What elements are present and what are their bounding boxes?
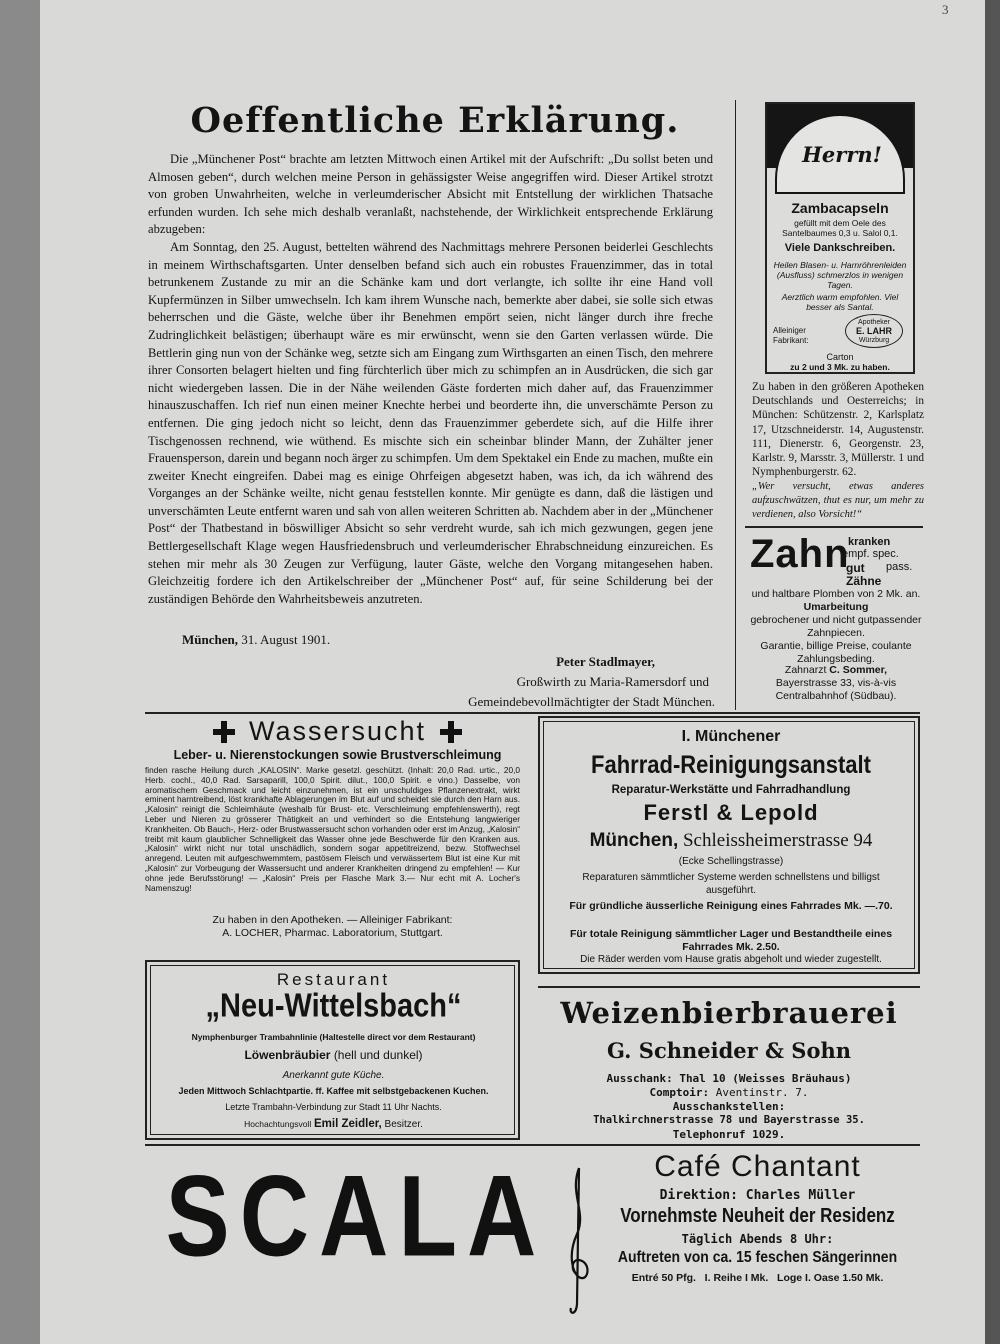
restaurant-sign	[151, 1118, 516, 1130]
fahrrad-title: Fahrrad-Reinigungsanstalt	[591, 750, 871, 779]
scala-daily: Täglich Abends 8 Uhr:	[681, 1232, 834, 1246]
wassersucht-title: Wassersucht	[248, 716, 427, 746]
scala-slogan: Vornehmste Neuheit der Residenz	[620, 1204, 895, 1227]
brauerei-l2	[538, 1086, 920, 1099]
brauerei-top-rule	[538, 986, 920, 988]
zahn-body	[750, 588, 922, 666]
zahn-dentist	[750, 664, 922, 703]
dentist-prefix: Zahnarzt	[784, 664, 827, 676]
zahn-body-bold: Umarbeitung	[803, 601, 869, 613]
fahrrad-p1: Reparaturen sämmtlicher Systeme werden schnellstens und billigst ausgeführt.	[582, 872, 880, 896]
brauerei-l3: Ausschankstellen:	[672, 1100, 786, 1113]
brauerei-l5: Telephonruf 1029.	[672, 1128, 786, 1141]
fahrrad-address	[544, 830, 918, 852]
wassersucht-footer-1: Zu haben in den Apotheken. — Alleiniger Fabrikant:	[212, 914, 453, 926]
seal-name: E. LAHR	[856, 326, 892, 336]
restaurant-beer	[151, 1048, 516, 1062]
seal-top: Apotheker	[858, 319, 890, 326]
treble-clef-icon	[565, 1164, 591, 1324]
beer-rest: (hell und dunkel)	[333, 1048, 423, 1062]
recommend-line: Aerztlich warm empfohlen. Viel besser als Santal.	[781, 292, 899, 312]
fahrrad-sub: Reparatur-Werkstätte und Fahrradhandlung	[611, 784, 851, 796]
availability-text: Zu haben in den größeren Apotheken Deutschlands und Oesterreichs; in München: Schützenstr. 2, Karlsplatz 17, Utzschneiderstr. 14, Augustenstr. 111, Dienerstr. 6, Georgenstr. 23, Karlstr. 9, Marsstr. 3, Müllerstr. 1 und Nymphenburgerstr. 62.	[752, 381, 924, 479]
signer-name: Peter Stadlmayer,	[556, 654, 655, 669]
restaurant-kitchen: Anerkannt gute Küche.	[282, 1070, 385, 1081]
sign-prefix: Hochachtungsvoll	[244, 1119, 312, 1129]
red-cross-icon-right	[440, 721, 462, 743]
dentist-addr-2: Centralbahnhof (Südbau).	[775, 690, 897, 702]
restaurant-ad	[145, 960, 520, 1140]
signer-title-1: Großwirth zu Maria-Ramersdorf und	[516, 674, 709, 689]
scala-top-rule	[145, 1144, 920, 1146]
article-title: Oeffentliche Erklärung.	[190, 100, 680, 141]
article-paragraph-1: Die „Münchener Post“ brachte am letzten Mittwoch einen Artikel mit der Aufschrift: „Du sollst beten und Almosen geben“, durch welchen meine Person in gehässigster Weise angegriffen wird. Dieser Artikel strotzt von groben Unwahrheiten, welche in verleumderischer Absicht mit Entstellung der wirklichen Thatsache erfunden wurden. Ich sehe mich deshalb veranlaßt, nachstehende, der Wirklichkeit entsprechende Erklärung abzugeben:	[148, 152, 713, 237]
article-body	[148, 151, 713, 608]
wassersucht-ad	[145, 716, 530, 944]
beer-name: Löwenbräubier	[244, 1048, 331, 1062]
article-paragraph-2: Am Sonntag, den 25. August, bettelten während des Nachmittags mehrere Personen beiderlei Geschlechts in meinem Wirthschaftsgarten. Unter denselben befand sich auch ein robustes Frauenzimmer, das in total betrunkenem Zustande zu mir an die Schänke kam und dort verlangte, ich sollte ihr eine Hand voll Kupfermünzen in Silber umwechseln. Ich kam ihrem Wunsche nach, bemerkte aber dabei, sie solle sich etwas beherrschen und die Gäste, welche über ihr Benehmen empört seien, nicht länger durch ihre freche Zudringlichkeit belästigen; überhaupt wäre es mir erwünscht, wenn sie den Garten verlassen würde. Die Bettlerin ging nun von der Schänke weg, setzte sich am Eingang zum Wirthsgarten an einen Tisch, den mehrere ihrer Consorten belagert hielten und fing fürchterlich über mich zu schimpfen an in Ausdrücken, die sich gar nicht wiedergeben lassen. Die in der Nähe weilenden Gäste forderten mich daher auf, das Frauenzimmer hinauszuschaffen. Ich rief nun einen meiner Knechte herbei und beorderte ihn, die unverschämte Person zu entfernen. Die ging jedoch nicht so leicht, denn das Frauenzimmer geberdete sich, auf die Hilfe ihrer Tischgenossen rechnend, wie wüthend. Es mischte sich ein scheinbar blinder Mann, der Zuhälter jener Frauensperson, darein und begann noch ärger zu schimpfen. Um dem Spektakel ein Ende zu machen, mußte ein zweiter Knecht eingreifen. Dabei mag es einige Ohrfeigen abgesetzt haben, was ich, da ich während des Vorganges an der Schänke weilte, nicht genau feststellen konnte. Mir genügte es dann, daß die lästigen und unverschämten Leute entfernt waren und sah von allen weiteren Schritten ab. Nachdem aber in der „Münchener Post“ der Thatbestand in böswilliger Absicht so sehr verdreht wurde, sah ich mich gezwungen, gegen jene Bettlergesellschaft Klage wegen Hausfriedensbruch und verleumderischer Ehrabschneidung einzureichen. Es stehen mir mehr als 30 Zeugen zur Verfügung, lauter Gäste, welche den Vorgang mitangesehen haben. Gleichzeitig fordere ich den Artikelschreiber der „Münchener Post“ auf, für seine Schilderung bei der zuständigen Behörde den Wahrheitsbeweis anzutreten.	[148, 239, 713, 606]
sign-name: Emil Zeidler,	[314, 1118, 382, 1130]
carton-label: Carton	[826, 352, 854, 362]
warning-text: „Wer versucht, etwas anderes aufzuschwätzen, thut es nur, um mehr zu verdienen, also Vorsicht!“	[752, 481, 924, 520]
restaurant-name: „Neu-Wittelsbach“	[205, 987, 462, 1025]
apotheker-seal	[845, 314, 903, 348]
column-divider	[735, 100, 736, 710]
sign-suffix: Besitzer.	[384, 1119, 423, 1130]
seal-city: Würzburg	[858, 337, 890, 344]
comptoir-label: Comptoir:	[649, 1086, 710, 1099]
signer-title-2: Gemeindebevollmächtigter der Stadt München.	[468, 694, 715, 709]
wassersucht-footer-2: A. LOCHER, Pharmac. Laboratorium, Stuttgart.	[222, 927, 443, 939]
scan-edge	[985, 0, 1000, 1344]
zahn-gut: gut	[846, 561, 865, 575]
product-name: Zambacapseln	[791, 200, 889, 216]
brauerei-ad	[538, 992, 920, 1142]
zahn-body-3: Garantie, billige Preise, coulante Zahlungsbeding.	[760, 640, 912, 665]
red-cross-icon-left	[213, 721, 235, 743]
dentist-name: C. Sommer,	[829, 664, 888, 676]
cure-line: Heilen Blasen- u. Harnröhrenleiden (Ausfluss) schmerzlos in wenigen Tagen.	[773, 260, 907, 290]
fahrrad-firm: Ferstl & Lepold	[643, 800, 819, 825]
ads-top-rule	[145, 712, 920, 714]
scala-direction: Direktion: Charles Müller	[659, 1188, 856, 1203]
fahrrad-city: München,	[589, 830, 679, 851]
brauerei-l1: Ausschank: Thal 10 (Weisses Bräuhaus)	[606, 1072, 852, 1085]
ad-banner-text: Herrn!	[802, 142, 882, 167]
restaurant-weekly: Jeden Mittwoch Schlachtpartie. ff. Kaffee mit selbstgebackenen Kuchen.	[178, 1086, 489, 1096]
brauerei-l4: Thalkirchnerstrasse 78 und Bayerstrasse 35.	[593, 1114, 865, 1126]
dateline	[182, 632, 330, 648]
maker-label: Alleiniger Fabrikant:	[773, 326, 809, 345]
fahrrad-p3: Für totale Reinigung sämmtlicher Lager und Bestandtheile eines Fahrrades Mk. 2.50.	[569, 928, 893, 953]
scala-logo: SCALA	[165, 1152, 547, 1281]
thanks-line: Viele Dankschreiben.	[784, 242, 896, 254]
zahn-zaehne: Zähne	[846, 574, 882, 588]
wassersucht-footer	[145, 914, 520, 940]
dateline-date: 31. August 1901.	[241, 632, 331, 647]
fahrrad-p2: Für gründliche äusserliche Reinigung eines Fahrrades Mk. —.70.	[569, 900, 893, 912]
zahn-body-2: gebrochener und nicht gutpassender Zahnpiecen.	[750, 614, 922, 639]
fahrrad-ad	[538, 716, 920, 974]
carton-price: zu 2 und 3 Mk. zu haben.	[790, 362, 890, 372]
wassersucht-body: finden rasche Heilung durch „KALOSIN“. Marke gesetzl. geschützt. (Inhalt: 20,0 Rad. urtic., 20,0 Herb. cochl., 40,0 Rad. Sarsaparill, 100,0 Spirit. dilut., 100,0 Spirit. e vino.) Dasselbe, von aromatischem Geschmack und leicht einzunehmen, ist ein unschuldiges Pflanzenextrakt, wirkt eminent harntreibend, löst krankhafte Ablagerungen im Blut auf und scheidet sie durch den Harn aus. „Kalosin“ reinigt die Schleimhäute (weshalb für Brust- etc. Verschleimung empfehlenswerth), regt Leber und Nieren zu grösserer Thätigkeit an und verhindert so die Entstehung langwieriger Krankheiten. Ob Bauch-, Herz- oder Brustwassersucht schon vorhanden oder erst im Anzug, „Kalosin“ treibt mit kaum glaublicher Schnelligkeit das Wasser ohne jede Beschwerde für den Kranken aus. „Kalosin“ wirkt nicht nur total unschädlich, sondern sogar appetitreizend, bezw. Stoffwechsel anregend. Leuten mit aufgeschwemmtem, pastösem Fleisch und verwässertem Blut ist eine Kur mit „Kalosin“ zur Vorbeugung der Wassersucht und anderer Krankheiten dringend zu empfehlen! — Kur ohne jede Berufsstörung! — „Kalosin“ Preis per Flasche Mark 3.— Nur echt mit A. Locher's Namenszug!	[145, 765, 520, 893]
wassersucht-title-row	[145, 716, 530, 747]
restaurant-lasttram: Letzte Trambahn-Verbindung zur Stadt 11 Uhr Nachts.	[225, 1102, 442, 1112]
zahn-top-rule	[745, 526, 923, 528]
fahrrad-p4: Die Räder werden vom Hause gratis abgeholt und wieder zugestellt.	[580, 954, 882, 965]
fahrrad-corner: (Ecke Schellingstrasse)	[678, 856, 784, 867]
zahn-empf: empf. spec.	[842, 548, 899, 560]
zahn-big: Zahn	[750, 532, 850, 576]
restaurant-top: Restaurant	[276, 970, 391, 989]
dentist-addr-1: Bayerstrasse 33, vis-à-vis	[775, 677, 897, 689]
brauerei-title: Weizenbierbrauerei	[560, 996, 898, 1030]
zahn-kranken: kranken	[848, 536, 891, 548]
scala-prices: Entré 50 Pfg. I. Reihe I Mk. Loge I. Oase 1.50 Mk.	[631, 1272, 884, 1284]
zahn-pass: pass.	[886, 561, 913, 573]
brauerei-firm: G. Schneider & Sohn	[606, 1038, 852, 1063]
fahrrad-top: I. Münchener	[681, 728, 781, 745]
wassersucht-subtitle: Leber- u. Nierenstockungen sowie Brustverschleimung	[173, 748, 502, 762]
dateline-place: München,	[182, 632, 238, 647]
scala-show: Auftreten von ca. 15 feschen Sängerinnen	[617, 1246, 898, 1266]
scala-ad	[145, 1148, 920, 1328]
fahrrad-street: Schleissheimerstrasse 94	[682, 830, 873, 851]
zahn-ad	[750, 530, 922, 710]
zambacapseln-ad	[765, 102, 915, 374]
comptoir-value: Aventinstr. 7.	[715, 1086, 809, 1099]
signature-block	[380, 652, 715, 712]
cafe-title: Café Chantant	[654, 1150, 861, 1183]
product-desc: gefüllt mit dem Oele des Santelbaumes 0,3 u. Salol 0,1.	[782, 218, 898, 238]
zahn-body-1: und haltbare Plomben von 2 Mk. an.	[751, 588, 921, 600]
page-number: 3	[942, 2, 949, 17]
restaurant-tram: Nymphenburger Trambahnlinie (Haltestelle direct vor dem Restaurant)	[191, 1032, 476, 1042]
